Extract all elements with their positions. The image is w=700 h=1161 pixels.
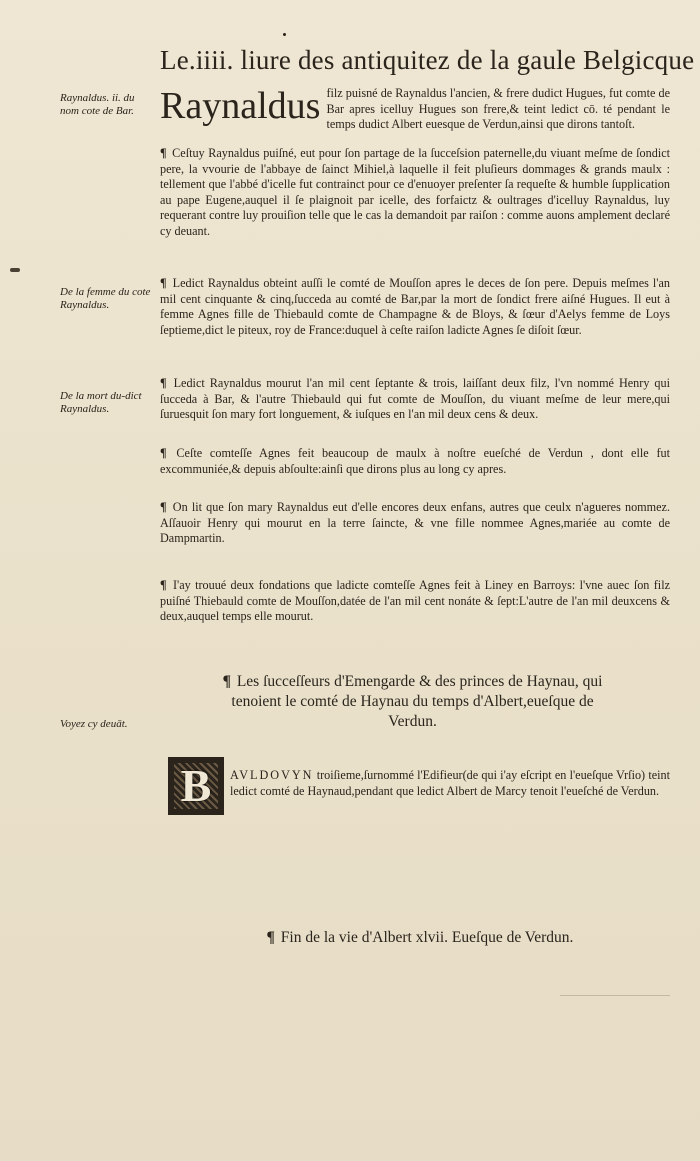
section-paragraph-text: troiſieme,ſurnommé l'Edifieur(de qui i'ay eſcript en l'eueſque Vrſio) teint ledict comté de Haynaud,pendant que ledict Albert de Marcy tenoit l'eueſché de Verdun.: [230, 768, 670, 798]
paragraph-text: Ledict Raynaldus mourut l'an mil cent ſeptante & trois, laiſſant deux filz, l'vn nommé Henry qui ſucceda à Bar, & l'autre Thiebauld qui fut comte de Mouſſon, du viuant meſme de leur mere,qui ſuruesquit ſon mary fort longuement, & iuſques en l'an mil deux cens & deux.: [160, 376, 671, 422]
section-paragraph: [230, 768, 670, 799]
section-caps: AVLDOVYN: [230, 768, 314, 782]
margin-note: De la mort du-dict Raynaldus.: [60, 390, 142, 415]
initial-ornament: [174, 760, 218, 811]
section-heading-text: Les ſucceſſeurs d'Emengarde & des princes de Haynau, qui tenoient le comté de Haynau du temps d'Albert,eueſque de Verdun.: [231, 673, 603, 730]
closing-text: Fin de la vie d'Albert xlvii. Eueſque de Verdun.: [280, 929, 574, 946]
pilcrow-icon: ¶: [222, 673, 231, 690]
paragraph-text: Ceſte comteſſe Agnes feit beaucoup de maulx à noſtre eueſché de Verdun , dont elle fut excommuniée,& depuis abſoulte:ainſi que dirons plus au long cy apres.: [160, 446, 670, 476]
divider: [560, 995, 670, 996]
initial-letter: B: [180, 760, 212, 811]
paragraph-text: Ceſtuy Raynaldus puiſné, eut pour ſon partage de la ſucceſsion paternelle,du viuant meſme de ſondict pere, la vvourie de l'abbaye de ſainct Mihiel,à laquelle il feit pluſieurs dommages & grands maulx : tellement que l'abbé d'icelle fut contrainct pour ce d'enuoyer preſenter ſa requeſte & humble ſupplication au pape Eugene,auquel il ſe plaignoit par icelle, des forfaictz & oultrages d'icelluy Raynaldus, luy requerant contre luy prouiſion telle que le cas la demandoit par raiſon : comme auons amplement declaré cy deuant.: [160, 146, 671, 238]
margin-note: De la femme du cote Raynaldus.: [60, 286, 151, 311]
pilcrow-icon: ¶: [160, 146, 167, 160]
section-heading: [210, 672, 615, 732]
paragraph: [160, 500, 670, 547]
ink-dot: [283, 33, 286, 36]
pilcrow-icon: ¶: [160, 578, 167, 592]
paragraph: [160, 146, 670, 240]
pilcrow-icon: ¶: [266, 929, 275, 946]
paragraph-text: Ledict Raynaldus obteint auſſi le comté de Mouſſon apres le deces de ſon pere. Depuis meſmes l'an mil cent cinquante & cinq,ſucceda au comté de Bar,par la mort de ſondict frere aiſné Hugues. Il eut à femme Agnes fille de Thiebauld comte de Champagne & de Bloys, & ſœur d'Aelys femme de Loys ſeptieme,dict le piteux, roy de France:duquel à ceſte raiſon ladicte Agnes ſe diſoit ſœur.: [160, 276, 670, 337]
paragraph-text: On lit que ſon mary Raynaldus eut d'elle encores deux enfans, autres que ceulx n'agueres nommez. Aſſauoir Henry qui mourut en la terre ſaincte, & vne fille nommee Agnes,mariée au comte de Dampmartin.: [160, 500, 671, 546]
pilcrow-icon: ¶: [160, 446, 167, 460]
paragraph: [160, 86, 670, 133]
pilcrow-icon: ¶: [160, 500, 167, 514]
paragraph: [160, 446, 670, 477]
margin-mark: [10, 268, 20, 272]
margin-note: Voyez cy deuāt.: [60, 718, 128, 730]
paragraph-text: filz puisné de Raynaldus l'ancien, & frere dudict Hugues, fut comte de Bar apres icelluy Hugues son frere,& teint ledict cō. té pendant le temps dudict Albert euesque de Verdun,ainsi que dirons tantoſt.: [326, 86, 670, 132]
closing-line: [230, 928, 610, 948]
paragraph: [160, 276, 670, 338]
decorated-initial: [168, 757, 224, 815]
paragraph-text: I'ay trouué deux fondations que ladicte comteſſe Agnes feit à Liney en Barroys: l'vne auec ſon filz puiſné Thiebauld comte de Mouſſon,datée de l'an mil cent nonáte & ſept:L'autre de l'an mil deuxcens & deux,auquel temps elle mourut.: [160, 578, 670, 624]
paragraph: [160, 578, 670, 625]
margin-note: Raynaldus. ii. du nom cote de Bar.: [60, 92, 135, 117]
paragraph: [160, 376, 670, 423]
pilcrow-icon: ¶: [160, 376, 167, 390]
pilcrow-icon: ¶: [160, 276, 167, 290]
lead-word: Raynaldus: [160, 85, 321, 127]
page-header: Le.iiii. liure des antiquitez de la gaule Belgicque: [160, 45, 695, 75]
